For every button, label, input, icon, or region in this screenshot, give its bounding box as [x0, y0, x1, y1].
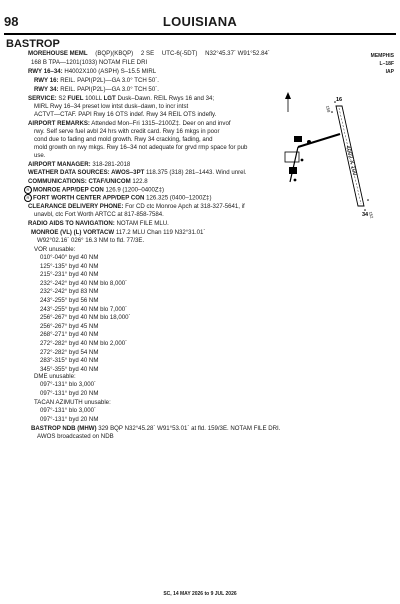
runway-data: H4002X100 (ASPH) S–15.5 MIRL [64, 68, 157, 75]
remarks-label: AIRPORT REMARKS: [28, 120, 90, 127]
clearance-label: CLEARANCE DELIVERY PHONE: [28, 203, 124, 210]
unusable-item: 243°-255° byd 56 NM [40, 297, 99, 304]
elevation-top: 158 [325, 105, 332, 113]
runway-34-label: RWY 34: [34, 86, 59, 93]
runway-16-data: REIL. PAPI(P2L)—GA 3.0° TCH 50´. [60, 77, 159, 84]
unusable-item: 256°-267° byd 40 NM blo 18,000´ [40, 314, 131, 322]
north-arrow-icon [285, 92, 291, 112]
unusable-item: 232°-242° byd 83 NM [40, 288, 99, 296]
page-number: 98 [4, 14, 19, 29]
header-rule [4, 33, 396, 35]
clearance-line-2: unavbl, ctc Fort Worth ARTCC at 817-858-7584. [34, 211, 164, 218]
unusable-item: 215°-231° byd 40 NM [40, 271, 99, 279]
runway-16-label: RWY 16: [34, 77, 59, 84]
service-line-2: MIRL Rwy 16–34 preset low intst dusk–dawn, to incr intst [34, 103, 189, 110]
unusable-item: 268°-271° byd 40 NM [40, 331, 99, 339]
ndb-label: BASTROP NDB (MHW) [31, 425, 97, 432]
ramp-area [285, 134, 340, 182]
weather-line [28, 169, 247, 178]
weather-label: WEATHER DATA SOURCES: [28, 169, 110, 176]
r-circle-icon: R [24, 194, 32, 202]
ndb-text: 329 BQP N32°45.28´ W91°53.01´ at fld. 159/3E. NOTAM FILE DRI. [96, 425, 281, 432]
unusable-item: 283°-315° byd 40 NM [40, 357, 99, 365]
runway-end-16: 16 [336, 97, 343, 103]
comms-ctaf: CTAF/UNICOM [86, 178, 131, 185]
unusable-item: 272°-282° byd 40 NM blo 2,000´ [40, 340, 128, 347]
chart-l: L–18F [379, 61, 394, 67]
unusable-item: 256°-267° byd 45 NM [40, 322, 99, 330]
airport-name: MOREHOUSE MEML [28, 50, 88, 57]
manager-label: AIRPORT MANAGER: [28, 161, 91, 168]
lgt-label: LGT [103, 95, 116, 102]
unusable-item: 243°-255° byd 40 NM blo 7,000´ [40, 305, 128, 313]
unusable-item: 097°-131° blo 3,000´ [40, 381, 97, 388]
remarks-line-3: cond due to fading and mold growth. Rwy 34 cracking, fading, and [34, 136, 213, 143]
weather-text: 118.375 (318) 281–1443. Wind unrel. [144, 169, 247, 176]
unusable-item: 097°-131° byd 20 NM [40, 415, 99, 423]
comms-text: 122.8 [130, 178, 148, 185]
elevation-bottom: 152 [368, 211, 375, 219]
airport-utc: UTC-6(-5DT) [161, 50, 198, 57]
chart-iap: IAP [385, 69, 394, 75]
airport-coords: N32°45.37´ W91°52.84´ [205, 50, 270, 57]
app-con-2-label: FORT WORTH CENTER APP/DEP CON [33, 194, 145, 202]
vortac-line-2: W92°02.16´ 026° 16.3 NM to fld. 77/3E. [37, 237, 145, 244]
remarks-line-2: rwy. Self serve fuel avbl 24 hrs with credit card. Rwy 16 mkgs in poor [34, 128, 220, 135]
runway-line [28, 68, 156, 77]
fuel-text: 100LL [83, 95, 104, 102]
clearance-text: For CD ctc Monroe Apch at 318-327-5641, if [123, 203, 245, 210]
remarks-line-5: use. [34, 152, 46, 159]
unusable-item: 125°-135° byd 40 NM [40, 262, 99, 270]
vortac-name: MONROE (VL) (L) VORTACW [31, 229, 115, 236]
airport-ids: (BQP)(KBQP) [95, 50, 134, 57]
app-con-1-label: MONROE APP/DEP CON [33, 186, 104, 194]
nav-text: NOTAM FILE MLU. [114, 220, 169, 227]
airport-location: 2 SE [140, 50, 155, 57]
unusable-item: 097°-131° byd 20 NM [40, 389, 99, 397]
remarks-line-4: mold growth on rwy mkgs. Rwy 16–34 not adequate for grvd rmp space for pub [34, 144, 248, 151]
r-circle-icon: R [24, 186, 32, 194]
vortac-text: 117.2 MLU Chan 119 N32°31.01´ [114, 229, 206, 236]
runway-34-data: REIL. PAPI(P2L)—GA 3.0° TCH 50´. [60, 86, 159, 93]
service-line-3: ACTVT—CTAF. PAPI Rwy 16 OTS indef. Rwy 34 REIL OTS indefly. [34, 111, 217, 118]
runway-34-line [34, 86, 159, 95]
effective-dates: SC, 14 MAY 2026 to 9 JUL 2026 [163, 591, 237, 597]
comms-label: COMMUNICATIONS: [28, 178, 87, 185]
city-title: BASTROP [6, 38, 60, 50]
airport-line-2: 168 B TPA—1201(1033) NOTAM FILE DRI [31, 59, 148, 66]
page-header [0, 0, 400, 34]
app-con-2-text: 126.325 (0400–1200Z‡) [144, 194, 212, 202]
tacan-unusable-title: TACAN AZIMUTH unusable: [34, 399, 111, 406]
dme-unusable-title: DME unusable: [34, 373, 76, 380]
app-con-1-text: 126.9 (1200–0400Z‡) [103, 186, 165, 194]
unusable-item: 345°-355° byd 40 NM [40, 365, 99, 373]
runway-16-line [34, 77, 159, 86]
remarks-text: Attended Mon–Fri 1315–2100Z‡. Deer on and invof [89, 120, 231, 127]
vor-unusable-title: VOR unusable: [34, 246, 76, 253]
weather-awos: AWOS–3PT [109, 169, 145, 176]
chart-memphis: MEMPHIS [370, 53, 394, 59]
service-text: S2 [58, 95, 68, 102]
runway-label: RWY 16–34: [28, 68, 63, 75]
nav-line [28, 220, 169, 229]
unusable-item: 232°-242° byd 40 NM blo 8,000´ [40, 279, 128, 287]
airport-line [28, 50, 270, 59]
runway-dimensions: 4002 X 100 [344, 145, 358, 177]
app-con-2-line [24, 194, 211, 203]
manager-text: 318-281-2018 [90, 161, 131, 168]
ndb-line-2: AWOS broadcasted on NDB [37, 433, 114, 440]
airport-diagram [280, 92, 396, 222]
unusable-item: 097°-131° blo 3,000´ [40, 407, 97, 414]
lgt-text: Dusk–Dawn. REIL Rwys 16 and 34; [115, 95, 215, 102]
runway-end-34: 34 [362, 212, 369, 218]
state-title: LOUISIANA [162, 14, 238, 29]
fuel-label: FUEL [67, 95, 84, 102]
nav-label: RADIO AIDS TO NAVIGATION: [28, 220, 115, 227]
chart-refs [371, 52, 394, 76]
service-label: SERVICE: [28, 95, 57, 102]
unusable-item: 272°-282° byd 54 NM [40, 348, 99, 356]
unusable-item: 010°-040° byd 40 NM [40, 254, 99, 261]
